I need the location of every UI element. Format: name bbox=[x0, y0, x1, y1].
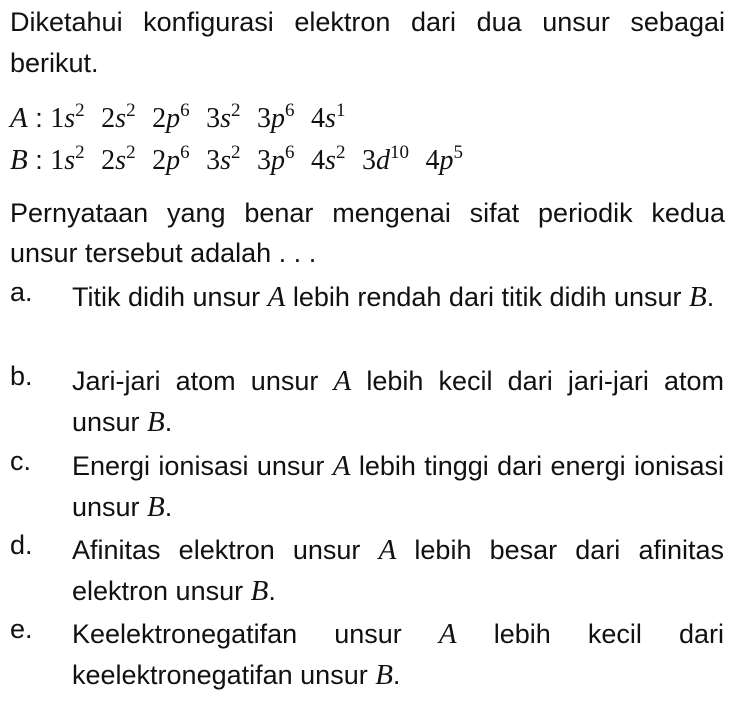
question-text: Pernyataan yang benar mengenai sifat periodik kedua unsur tersebut adalah . . . bbox=[10, 198, 725, 268]
element-symbol-a: A bbox=[10, 102, 28, 134]
option-text: Titik didih unsur A lebih rendah dari titik didih unsur B. bbox=[72, 281, 715, 313]
option-text: Energi ionisasi unsur A lebih tinggi dari energi ionisasi unsur B. bbox=[72, 450, 724, 523]
orbital: $3p^6$ bbox=[257, 142, 295, 176]
config-b bbox=[10, 144, 472, 177]
orbital: $4s^1$ bbox=[311, 100, 346, 134]
orbital: $2s^2$ bbox=[101, 100, 136, 134]
option-text: Jari-jari atom unsur A lebih kecil dari jari-jari atom unsur B. bbox=[72, 365, 724, 438]
orbital: $4s^2$ bbox=[311, 142, 346, 176]
config-a bbox=[10, 102, 354, 135]
orbital: $3s^2$ bbox=[206, 100, 241, 134]
orbital: $2p^6$ bbox=[152, 142, 190, 176]
intro-text: Diketahui konfigurasi elektron dari dua unsur sebagai berikut. bbox=[10, 7, 725, 78]
config-separator: : bbox=[27, 103, 51, 133]
orbital: $3s^2$ bbox=[206, 142, 241, 176]
option-label: a. bbox=[10, 277, 33, 307]
element-symbol-b: B bbox=[10, 144, 28, 176]
orbital: $2p^6$ bbox=[152, 100, 190, 134]
orbital: $3p^6$ bbox=[257, 100, 295, 134]
orbital: $3d^{10}$ bbox=[361, 142, 409, 176]
orbital: $1s^2$ bbox=[50, 100, 85, 134]
orbital: $2s^2$ bbox=[101, 142, 136, 176]
option-label: d. bbox=[10, 530, 33, 560]
orbital: $1s^2$ bbox=[50, 142, 85, 176]
option-text: Afinitas elektron unsur A lebih besar dari afinitas elektron unsur B. bbox=[72, 534, 724, 607]
option-label: e. bbox=[10, 614, 33, 644]
option-text: Keelektronegatifan unsur A lebih kecil dari keelektronegatifan unsur B. bbox=[72, 618, 724, 691]
config-separator: : bbox=[27, 145, 51, 175]
option-label: c. bbox=[10, 446, 32, 476]
orbital: $4p^5$ bbox=[425, 142, 463, 176]
option-label: b. bbox=[10, 361, 33, 391]
